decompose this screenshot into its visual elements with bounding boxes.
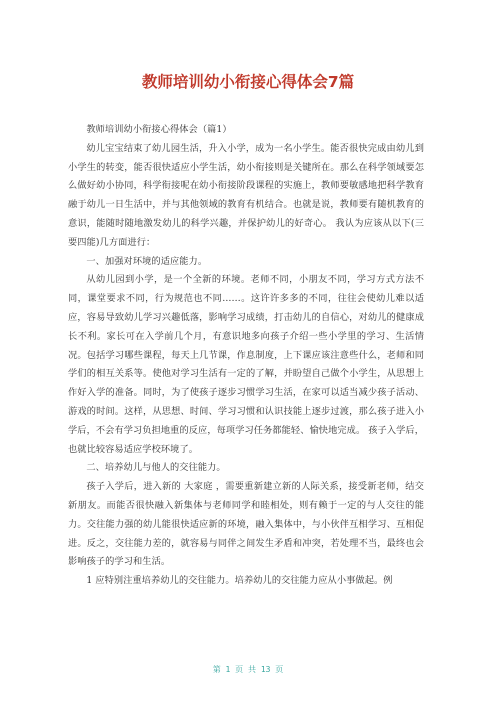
page-footer: 第 1 页 共 13 页 — [212, 665, 284, 674]
document-body — [68, 121, 424, 591]
document-title: 教师培训幼小衔接心得体会7篇 — [141, 73, 355, 91]
section-heading-2: 二、培养幼儿与他人的交往能力。 — [86, 462, 226, 474]
intro-paragraph: 幼儿宝宝结束了幼儿园生活，升入小学，成为一名小学生。能否很快完成由幼儿到小学生的转变，能否很快适应小学生活，幼小衔接则是关键所在。那么在科学领域要怎么做好幼小协同，科学衔接呢在幼小衔接阶段课程的实施上，教师要敏感地把科学教育融于幼儿一日生活中，并与其他领域的教育有机结合。也就是说，教师要有随机教育的意识，能随时随地激发幼儿的科学兴趣，并保护幼儿的好奇心。 我认为应该从以下(三要四能)几方面进行： — [68, 142, 424, 248]
article-heading: 教师培训幼小衔接心得体会（篇1） — [86, 124, 232, 135]
section-paragraph-2: 孩子入学后，进入新的 大家庭 ，需要重新建立新的人际关系，接受新老师，结交新朋友。而能否很快融入新集体与老师同学和睦相处，则有赖于一定的与人交往的能力。交往能力强的幼儿能很快适应新的环境，融入集体中，与小伙伴互相学习、互相促进。反之，交往能力差的，就容易与同伴之间发生矛盾和冲突，若处理不当，最终也会影响孩子的学习和生活。 — [68, 481, 424, 568]
section-paragraph-1: 从幼儿园到小学，是一个全新的环境。老师不同，小朋友不同，学习方式方法不同，课堂要求不同，行为规范也不同……。这许许多多的不同，往往会使幼儿难以适应，容易导致幼儿学习兴趣低落，影响学习成绩，打击幼儿的自信心，对幼儿的健康成长不利。家长可在入学前几个月，有意识地多向孩子介绍一些小学里的学习、生活情况。包括学习哪些课程，每天上几节课，作息制度，上下课应该注意些什么，老师和同学们的相互关系等。使他对学习生活有一定的了解，并盼望自己做个小学生，从思想上作好入学的准备。同时，为了使孩子逐步习惯学习生活，在家可以适当减少孩子活动、游戏的时间。这样，从思想、时间、学习习惯和认识技能上逐步过渡，那么孩子进入小学后，不会有学习负担地重的反应，每项学习任务都能轻、愉快地完成。 孩子入学后，也就比较容易适应学校环境了。 — [68, 274, 424, 455]
sub-item-paragraph: 1 应特别注重培养幼儿的交往能力。培养幼儿的交往能力应从小事做起。例 — [86, 575, 393, 587]
section-heading-1: 一、加强对环境的适应能力。 — [86, 255, 208, 267]
